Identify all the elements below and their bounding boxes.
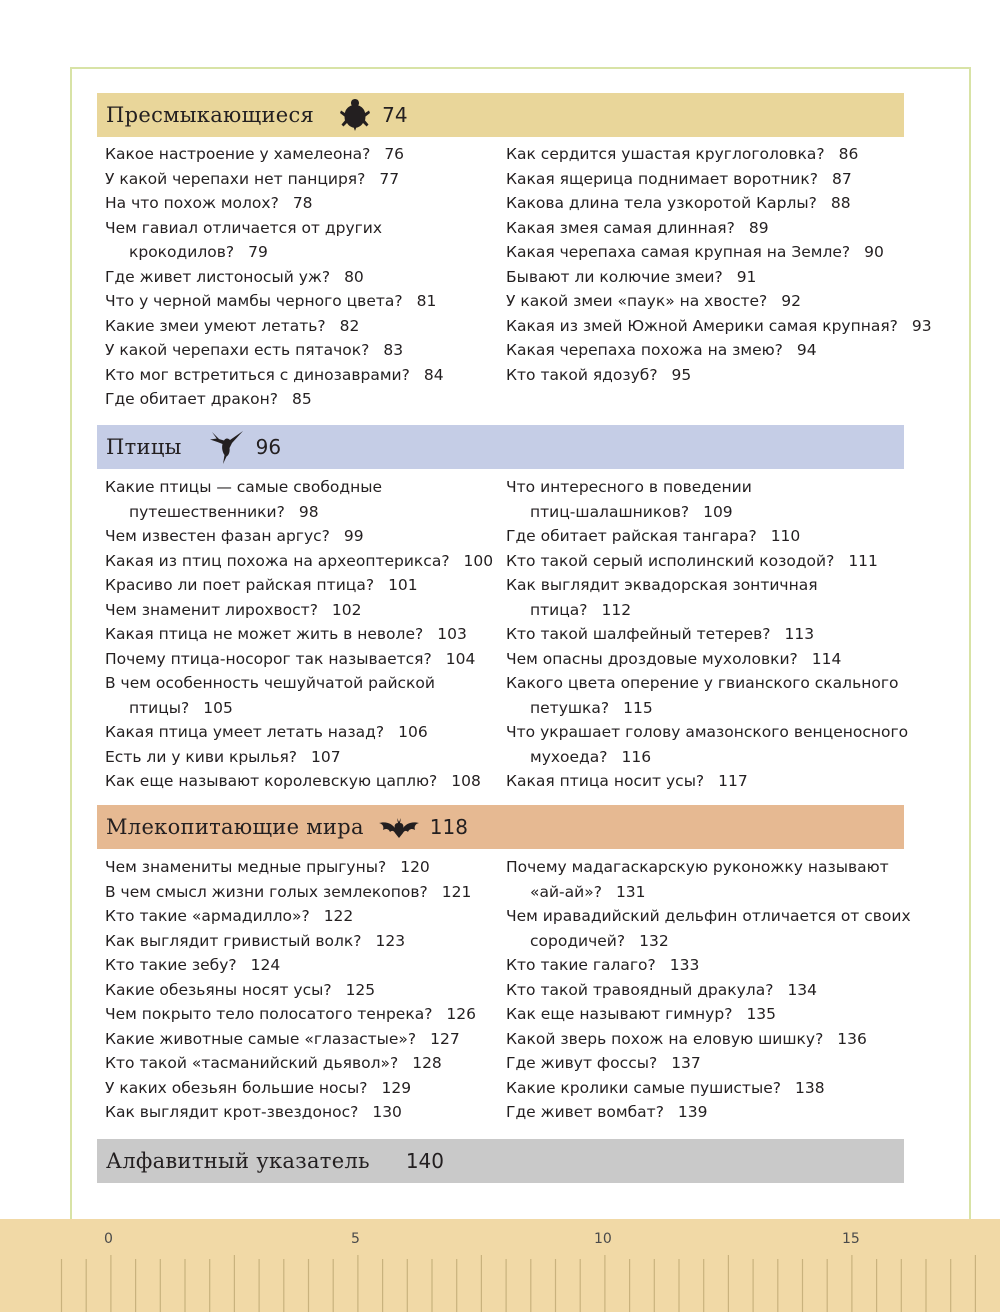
- toc-entry: [105, 978, 476, 1003]
- toc-entry-text: Как выглядит крот-звездонос?: [105, 1103, 359, 1121]
- toc-entry-page: 126: [446, 1005, 477, 1023]
- toc-entry: [506, 314, 932, 339]
- toc-entry-page: 113: [784, 625, 815, 643]
- toc-entry: [105, 216, 444, 265]
- toc-entry-text: Какая ящерица поднимает воротник?: [506, 169, 818, 188]
- toc-entry-text: Какое настроение у хамелеона?: [105, 145, 371, 163]
- toc-entry: [105, 671, 493, 720]
- turtle-icon: [340, 98, 370, 132]
- toc-entry: [506, 671, 908, 720]
- toc-entry-page: 110: [770, 527, 801, 545]
- toc-entry: [105, 745, 493, 770]
- toc-entry-text: Какие животные самые «глазастые»?: [105, 1029, 417, 1048]
- toc-entry-text: Где обитает дракон?: [105, 390, 279, 408]
- toc-entry: [506, 524, 908, 549]
- toc-entry: [105, 622, 493, 647]
- ruler-label: 0: [104, 1231, 113, 1247]
- toc-entry-text: мухоеда?: [530, 747, 608, 766]
- ruler-label: 5: [351, 1231, 360, 1247]
- toc-entry: [105, 647, 493, 672]
- toc-entry: [506, 647, 908, 672]
- toc-entry-page: 117: [718, 772, 748, 790]
- toc-entry: [506, 363, 932, 388]
- toc-entry-page: 80: [344, 267, 364, 286]
- toc-entry-text: Почему мадагаскарскую руконожку называют: [506, 858, 889, 876]
- toc-entry: [105, 904, 476, 929]
- toc-entry-page: 129: [381, 1078, 412, 1097]
- toc-entry: [105, 363, 444, 388]
- toc-entry-page: 136: [837, 1029, 867, 1048]
- section-header-index: [97, 1139, 904, 1183]
- toc-entry: [105, 1027, 476, 1052]
- toc-entry: [506, 167, 932, 192]
- toc-entry-text: Чем гавиал отличается от других: [105, 218, 383, 237]
- toc-entry-page: 91: [736, 267, 757, 286]
- bat-icon: [378, 814, 420, 840]
- toc-entry-page: 107: [311, 747, 341, 766]
- toc-entry: [506, 1076, 911, 1101]
- toc-entry-text: Кто такие зебу?: [105, 956, 237, 974]
- toc-entry-text: В чем смысл жизни голых землекопов?: [105, 882, 428, 901]
- toc-entry-text: Чем известен фазан аргус?: [105, 527, 330, 545]
- section-page-number: 96: [255, 435, 282, 459]
- toc-entry: [105, 1100, 476, 1125]
- toc-entry-page: 81: [416, 292, 437, 310]
- toc-entry-page: 98: [298, 502, 319, 521]
- toc-entry-text: Где живут фоссы?: [506, 1054, 658, 1072]
- toc-entry-text: Где обитает райская тангара?: [506, 527, 757, 545]
- toc-entry-text: Почему птица-носорог так называется?: [105, 649, 432, 668]
- toc-entry: [105, 880, 476, 905]
- toc-entry-text: сородичей?: [530, 931, 626, 950]
- toc-entry-page: 134: [787, 980, 818, 999]
- toc-entry-text: путешественники?: [129, 502, 285, 521]
- toc-entry: [506, 549, 908, 574]
- toc-entry-page: 138: [794, 1078, 825, 1097]
- toc-entry-text: Кто такой «тасманийский дьявол»?: [105, 1054, 399, 1072]
- toc-entry: [506, 978, 911, 1003]
- toc-entry-text: Какая птица носит усы?: [506, 772, 705, 790]
- toc-entry-text: Какая из птиц похожа на археоптерикса?: [105, 551, 450, 570]
- toc-entry: [105, 573, 493, 598]
- toc-entry-text: Какова длина тела узкоротой Карлы?: [506, 194, 817, 212]
- toc-entry-page: 111: [848, 551, 878, 570]
- ruler-label: 10: [594, 1231, 612, 1247]
- toc-entry-page: 90: [864, 243, 884, 261]
- toc-entry-page: 127: [430, 1029, 460, 1048]
- toc-entry-text: Какие птицы — самые свободные: [105, 478, 383, 496]
- toc-entry-text: Кто такие галаго?: [506, 956, 656, 974]
- toc-entry-page: 82: [339, 316, 360, 335]
- toc-column-right: [506, 475, 908, 794]
- toc-entry-text: Что интересного в поведении: [506, 478, 752, 496]
- toc-entry-text: крокодилов?: [129, 243, 235, 261]
- toc-entry-page: 135: [746, 1005, 777, 1023]
- section-title: Птицы: [106, 435, 182, 459]
- toc-entry-text: «ай-ай»?: [530, 882, 602, 901]
- toc-entry-text: Чем знаменит лирохвост?: [105, 600, 318, 619]
- toc-entry: [105, 1076, 476, 1101]
- toc-entry-page: 116: [621, 747, 652, 766]
- toc-entry: [105, 314, 444, 339]
- toc-entry-page: 88: [830, 194, 851, 212]
- toc-entry-page: 92: [781, 292, 802, 310]
- toc-entry: [105, 953, 476, 978]
- toc-entry-text: Чем опасны дроздовые мухоловки?: [506, 649, 798, 668]
- toc-entry-text: Какие змеи умеют летать?: [105, 316, 326, 335]
- toc-entry-text: Как выглядит гривистый волк?: [105, 931, 362, 950]
- toc-entry-text: Как сердится ушастая круглоголовка?: [506, 145, 825, 163]
- toc-entry-text: Кто такой серый исполинский козодой?: [506, 551, 835, 570]
- toc-entry-page: 103: [437, 625, 467, 643]
- toc-entry: [105, 387, 444, 412]
- toc-entry-text: Где живет вомбат?: [506, 1103, 664, 1121]
- toc-entry-page: 84: [423, 365, 444, 384]
- toc-entry-page: 105: [203, 698, 233, 717]
- toc-entry-text: Чем иравадийский дельфин отличается от своих: [506, 907, 911, 925]
- toc-entry: [105, 289, 444, 314]
- section-header-reptiles: [97, 93, 904, 137]
- toc-entry-text: В чем особенность чешуйчатой райской: [105, 674, 435, 692]
- toc-entry-text: Где живет листоносый уж?: [105, 267, 331, 286]
- toc-entry-page: 122: [323, 907, 354, 925]
- section-page-number: 140: [405, 1149, 445, 1173]
- toc-column-right: [506, 142, 932, 387]
- toc-entry-page: 89: [748, 218, 769, 237]
- toc-entry-text: Какого цвета оперение у гвианского скального: [506, 674, 899, 692]
- toc-entry-page: 104: [445, 649, 476, 668]
- ruler-label: 15: [842, 1231, 860, 1247]
- toc-entry: [506, 855, 911, 904]
- toc-entry-page: 114: [811, 649, 842, 668]
- toc-entry-text: У какой змеи «паук» на хвосте?: [506, 292, 768, 310]
- section-title: Пресмыкающиеся: [106, 103, 315, 127]
- toc-entry-text: Кто такие «армадилло»?: [105, 907, 310, 925]
- toc-entry-page: 76: [384, 145, 405, 163]
- toc-entry-page: 125: [345, 980, 376, 999]
- toc-entry: [105, 167, 444, 192]
- toc-entry-page: 123: [375, 931, 406, 950]
- toc-entry-text: У какой черепахи есть пятачок?: [105, 341, 370, 359]
- toc-entry-page: 120: [400, 858, 430, 876]
- toc-entry-page: 112: [601, 600, 632, 619]
- toc-entry: [105, 524, 493, 549]
- toc-column-left: [105, 475, 493, 794]
- toc-entry-text: Какие обезьяны носят усы?: [105, 980, 332, 999]
- toc-entry-page: 115: [623, 698, 653, 717]
- section-header-mammals: [97, 805, 904, 849]
- toc-entry-page: 94: [796, 341, 817, 359]
- toc-entry: [105, 475, 493, 524]
- toc-entry-page: 109: [703, 502, 733, 521]
- toc-entry: [506, 191, 932, 216]
- toc-entry-text: Кто мог встретиться с динозаврами?: [105, 365, 410, 384]
- toc-entry-page: 108: [451, 772, 481, 790]
- toc-entry: [105, 338, 444, 363]
- toc-entry-text: Есть ли у киви крылья?: [105, 747, 298, 766]
- toc-entry-text: Что украшает голову амазонского венценосного: [506, 723, 909, 741]
- toc-entry-page: 106: [398, 723, 428, 741]
- toc-entry: [105, 720, 493, 745]
- toc-entry-text: Кто такой шалфейный тетерев?: [506, 625, 771, 643]
- toc-entry-page: 124: [250, 956, 281, 974]
- ruler: [0, 1219, 1000, 1312]
- toc-entry-text: Чем покрыто тело полосатого тенрека?: [105, 1005, 433, 1023]
- toc-entry-text: У каких обезьян большие носы?: [105, 1078, 368, 1097]
- section-page-number: 74: [382, 103, 408, 127]
- toc-entry-page: 133: [669, 956, 700, 974]
- toc-entry-text: Какая черепаха самая крупная на Земле?: [506, 243, 851, 261]
- toc-entry-text: Какой зверь похож на еловую шишку?: [506, 1029, 824, 1048]
- toc-entry: [506, 573, 908, 622]
- toc-entry-page: 78: [292, 194, 313, 212]
- toc-entry-text: Кто такой травоядный дракула?: [506, 980, 774, 999]
- toc-entry: [506, 953, 911, 978]
- toc-entry-text: петушка?: [530, 698, 610, 717]
- toc-entry: [105, 1002, 476, 1027]
- toc-entry-page: 131: [615, 882, 646, 901]
- toc-entry-page: 121: [441, 882, 472, 901]
- toc-entry-text: Какая из змей Южной Америки самая крупная?: [506, 316, 898, 335]
- toc-entry-page: 101: [388, 576, 418, 594]
- toc-entry: [105, 769, 493, 794]
- toc-entry-page: 79: [248, 243, 268, 261]
- toc-entry-text: птиц-шалашников?: [530, 502, 690, 521]
- toc-entry-text: Какая птица не может жить в неволе?: [105, 625, 424, 643]
- toc-entry-page: 77: [379, 169, 400, 188]
- toc-entry-text: птицы?: [129, 698, 190, 717]
- toc-entry-page: 137: [671, 1054, 701, 1072]
- toc-entry-text: Красиво ли поет райская птица?: [105, 576, 375, 594]
- toc-entry: [105, 598, 493, 623]
- toc-entry: [506, 1027, 911, 1052]
- toc-entry-page: 85: [292, 390, 312, 408]
- toc-entry: [506, 904, 911, 953]
- toc-entry: [506, 216, 932, 241]
- toc-entry-page: 100: [463, 551, 494, 570]
- toc-entry-text: Какая черепаха похожа на змею?: [506, 341, 783, 359]
- toc-entry-page: 93: [911, 316, 932, 335]
- toc-entry-text: Как еще называют гимнур?: [506, 1005, 733, 1023]
- toc-entry-text: Какие кролики самые пушистые?: [506, 1078, 781, 1097]
- toc-entry-text: птица?: [530, 600, 588, 619]
- toc-entry-text: Что у черной мамбы черного цвета?: [105, 292, 403, 310]
- section-page-number: 118: [429, 815, 468, 839]
- toc-entry: [506, 720, 908, 769]
- toc-entry: [506, 1002, 911, 1027]
- toc-entry: [105, 191, 444, 216]
- toc-entry: [105, 549, 493, 574]
- toc-entry: [506, 1100, 911, 1125]
- toc-column-left: [105, 142, 444, 412]
- toc-entry-text: Какая птица умеет летать назад?: [105, 723, 385, 741]
- toc-entry-page: 102: [331, 600, 362, 619]
- toc-entry: [105, 142, 444, 167]
- toc-entry: [105, 1051, 476, 1076]
- section-header-birds: [97, 425, 904, 469]
- toc-entry: [506, 769, 908, 794]
- toc-entry-page: 130: [372, 1103, 402, 1121]
- section-title: Млекопитающие мира: [106, 815, 364, 839]
- toc-entry-text: У какой черепахи нет панциря?: [105, 169, 366, 188]
- toc-entry-page: 139: [677, 1103, 708, 1121]
- toc-entry: [506, 622, 908, 647]
- toc-entry-text: Кто такой ядозуб?: [506, 365, 658, 384]
- hummingbird-icon: [208, 429, 244, 465]
- toc-entry-page: 83: [383, 341, 404, 359]
- toc-entry: [506, 475, 908, 524]
- toc-entry-text: Как выглядит эквадорская зонтичная: [506, 576, 818, 594]
- toc-entry-page: 128: [412, 1054, 442, 1072]
- toc-entry: [506, 289, 932, 314]
- toc-entry-page: 87: [831, 169, 852, 188]
- toc-entry: [506, 142, 932, 167]
- toc-entry: [506, 240, 932, 265]
- toc-column-right: [506, 855, 911, 1125]
- toc-entry-page: 95: [671, 365, 692, 384]
- toc-entry: [105, 265, 444, 290]
- toc-entry: [105, 929, 476, 954]
- toc-entry-page: 99: [343, 527, 364, 545]
- toc-entry-text: Какая змея самая длинная?: [506, 218, 735, 237]
- toc-entry-page: 132: [639, 931, 669, 950]
- toc-entry-text: Как еще называют королевскую цаплю?: [105, 772, 438, 790]
- toc-column-left: [105, 855, 476, 1125]
- toc-entry: [506, 265, 932, 290]
- toc-entry-text: На что похож молох?: [105, 194, 279, 212]
- toc-entry-text: Чем знамениты медные прыгуны?: [105, 858, 387, 876]
- toc-entry-page: 86: [838, 145, 859, 163]
- toc-entry: [105, 855, 476, 880]
- section-title: Алфавитный указатель: [106, 1149, 370, 1173]
- toc-entry-text: Бывают ли колючие змеи?: [506, 267, 723, 286]
- toc-entry: [506, 1051, 911, 1076]
- toc-entry: [506, 338, 932, 363]
